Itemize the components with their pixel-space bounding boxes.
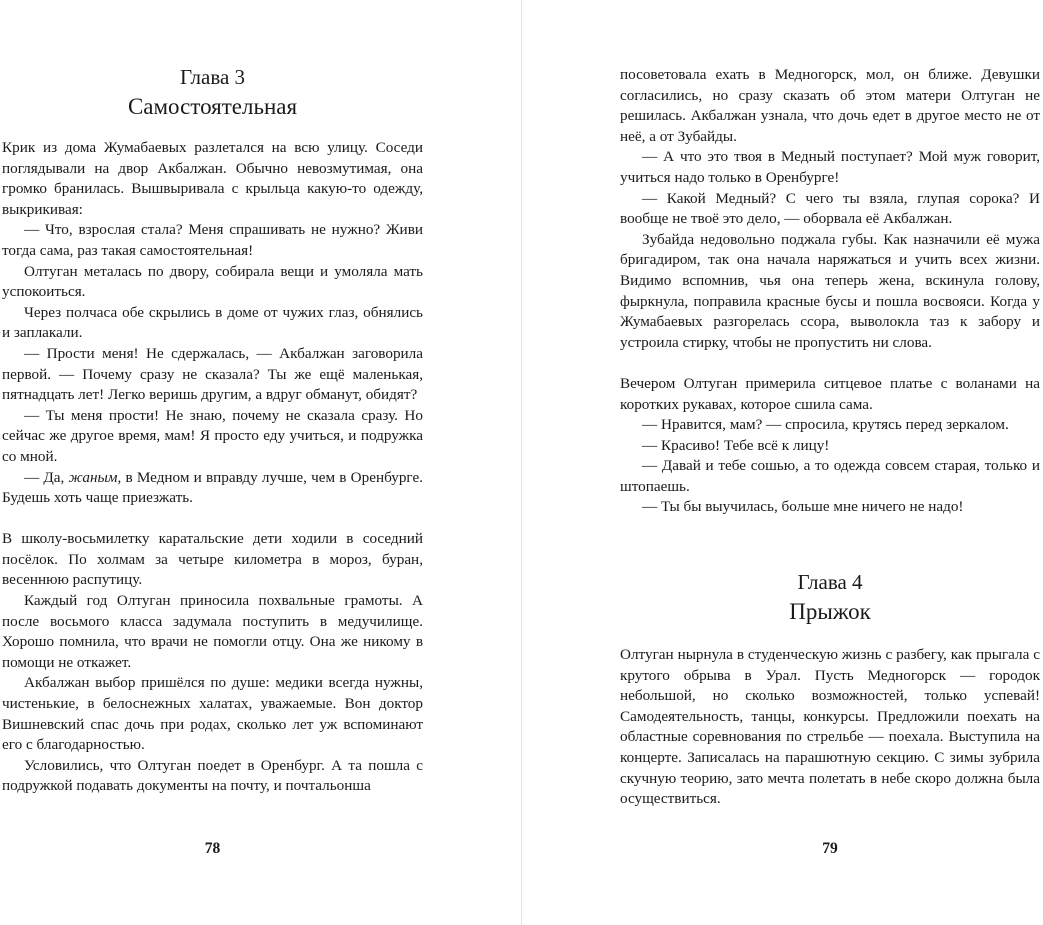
left-page-text [2,138,423,797]
section-break [620,353,1040,374]
chapter-heading [620,569,1040,629]
paragraph: — Давай и тебе сошью, а то одежда совсем старая, только и штопаешь. [620,457,1040,495]
chapter-4-text [620,645,1040,810]
paragraph: В школу-восьмилетку каратальские дети ходили в соседний посёлок. По холмам за четыре километра в мороз, буран, весеннюю распутицу. [2,530,423,589]
left-page [0,0,521,925]
section-break [2,509,423,530]
paragraph: Зубайда недовольно поджала губы. Как назначили её мужа бригадиром, так она начала наряжаться и учить всех жизни. Видимо вспомнив, чья она теперь жена, вскинула голову, фыркнула, поправила красные бусы и пошла восвояси. Когда у Жумабаевых разгорелась ссора, выволокла таз к забору и устроила стирку, чтобы не пропустить ни слова. [620,230,1040,351]
paragraph: Акбалжан выбор пришёлся по душе: медики всегда нужны, чистенькие, в белоснежных халатах, уважаемые. Вон доктор Вишневский спас дочь при родах, сколько лет уж вспоминают его с благодарностью. [2,674,423,754]
paragraph: — Какой Медный? С чего ты взяла, глупая сорока? И вообще не твоё это дело, — оборвала её Акбалжан. [620,189,1040,228]
paragraph: — Что, взрослая стала? Меня спрашивать не нужно? Живи тогда сама, раз такая самостоятельная! [2,221,423,259]
chapter-title: Самостоятельная [127,94,298,119]
paragraph [2,468,423,509]
paragraph: посоветовала ехать в Медногорск, мол, он ближе. Девушки согласились, но сразу сказать об этом матери Олтуган не решилась. Акбалжан узнала, что дочь едет в другое место не от неё, а от Зубайды. [620,66,1040,145]
paragraph: Крик из дома Жумабаевых разлетался на всю улицу. Соседи поглядывали на двор Акбалжан. Обычно невозмутимая, она громко бранилась. Вышвыривала с крыльца какую-то одежду, выкрикивая: [2,139,423,218]
paragraph: Вечером Олтуган примерила ситцевое платье с воланами на коротких рукавах, которое сшила сама. [620,374,1040,413]
paragraph: — Нравится, мам? — спросила, крутясь перед зеркалом. [642,416,1009,434]
paragraph: Через полчаса обе скрылись в доме от чужих глаз, обнялись и заплакали. [2,303,423,342]
paragraph: — Красиво! Тебе всё к лицу! [642,436,830,454]
paragraph: Условились, что Олтуган поедет в Оренбург. А та пошла с подружкой подавать документы на почту, и почтальонша [2,756,423,795]
right-page [522,0,1043,925]
italic-word: жаным [68,468,118,486]
chapter-title: Прыжок [789,599,871,624]
chapter-number: Глава 3 [179,65,246,89]
paragraph: Каждый год Олтуган приносила похвальные грамоты. А после восьмого класса задумала поступить в медучилище. Хорошо помнила, что врачи не помогли отцу. Она же никому в помощи не откажет. [2,592,423,671]
paragraph: — А что это твоя в Медный поступает? Мой муж говорит, учиться надо только в Оренбурге! [620,148,1040,186]
right-page-text [620,65,1040,518]
paragraph: Олтуган металась по двору, собирала вещи и умоляла мать успокоиться. [2,262,423,301]
paragraph-text: — Да, [24,468,69,486]
chapter-heading [2,64,423,124]
paragraph: — Прости меня! Не сдержалась, — Акбалжан заговорила первой. — Почему сразу не сказала? Ты же ещё маленькая, пятнадцать лет! Легко веришь другим, а вдруг обманут, обидят? [2,344,423,404]
chapter-number: Глава 4 [797,570,863,594]
paragraph: — Ты меня прости! Не знаю, почему не сказала сразу. Но сейчас же другое время, мам! Я просто еду учиться, и подружка со мной. [2,406,423,465]
paragraph: — Ты бы выучилась, больше мне ничего не надо! [642,498,964,516]
page-number: 78 [204,840,221,857]
paragraph: Олтуган нырнула в студенческую жизнь с разбегу, как прыгала с крутого обрыва в Урал. Пусть Медногорск — городок небольшой, но сколько возможностей, только успевай! Самодеятельность, танцы, конкурсы. Предложили поехать на областные соревнования по стрельбе — поехала. Выступила на концерте. Записалась на парашютную секцию. С зимы зубрила скучную теорию, зато мечта полетать в небе скоро должна была осуществиться. [620,646,1040,808]
page-number: 79 [822,840,838,857]
paragraph-text: , в Медном и вправду лучше, чем в Оренбурге. Будешь хоть чаще приезжать. [2,468,423,507]
